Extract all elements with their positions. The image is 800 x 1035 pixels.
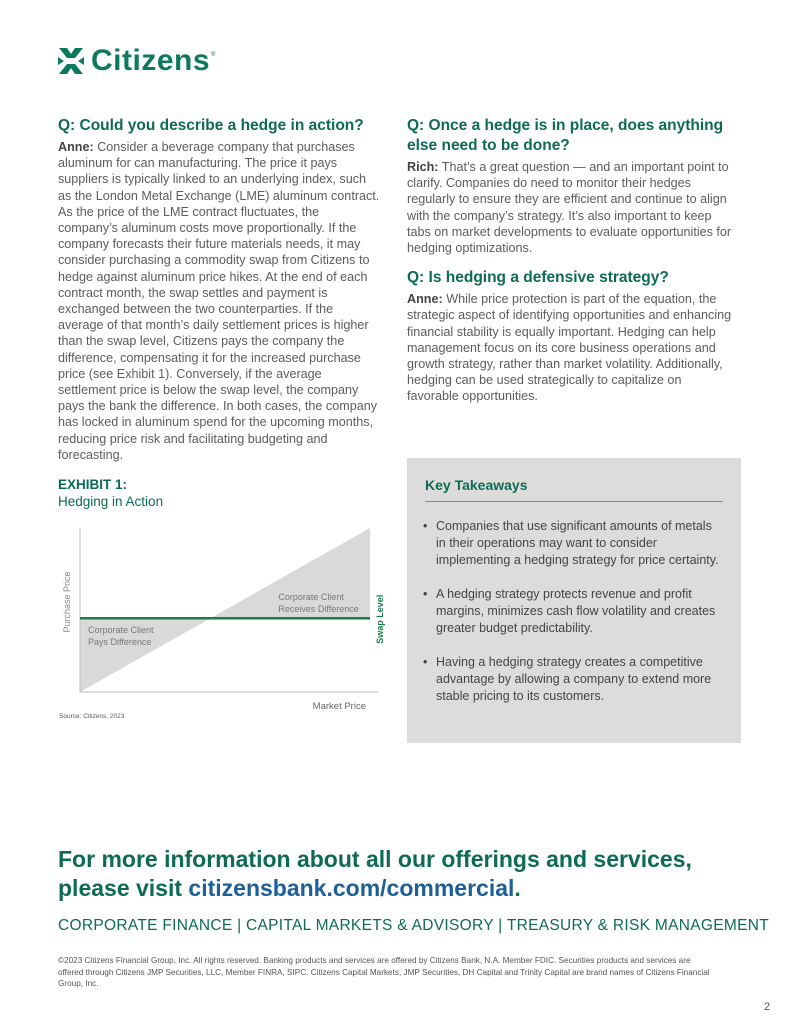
page-number: 2 xyxy=(764,1001,771,1013)
chart-region-label-pays: Corporate Client xyxy=(88,625,154,636)
exhibit-source: Source: Citizens, 2023 xyxy=(59,713,125,720)
exhibit-title: EXHIBIT 1: xyxy=(58,477,128,492)
chart-y-axis-label: Purchase Price xyxy=(62,571,72,633)
bullet-icon: • xyxy=(423,655,428,669)
speaker-name: Rich: xyxy=(407,160,439,174)
business-divisions: CORPORATE FINANCE | CAPITAL MARKETS & ADVISORY | TREASURY & RISK MANAGEMENT xyxy=(58,917,769,934)
right-column xyxy=(407,116,733,405)
hedging-chart xyxy=(58,522,398,727)
chart-x-axis-label: Market Price xyxy=(312,701,366,712)
chart-swap-level-label: Swap Level xyxy=(375,594,385,644)
chart-region-label-pays: Pays Difference xyxy=(88,637,152,648)
answer-text: That’s a great question — and an important point to clarify. Companies do need to monitor their hedges regularly to ensure they are efficient and continue to align with the company’s strategy. It’s also important to keep tabs on market developments to evaluate opportunities for hedging optimizations. xyxy=(407,160,732,256)
call-to-action xyxy=(58,845,758,903)
citizens-logo xyxy=(58,44,215,78)
bullet-icon: • xyxy=(423,587,428,601)
left-column xyxy=(58,116,380,463)
citizens-logo-icon xyxy=(58,47,84,75)
key-takeaways-list xyxy=(421,518,725,722)
bullet-icon: • xyxy=(423,519,428,533)
speaker-name: Anne: xyxy=(58,140,94,154)
chart-region-label-receives: Corporate Client xyxy=(278,592,344,603)
question-defensive-strategy: Q: Is hedging a defensive strategy? xyxy=(407,269,669,287)
key-takeaways-divider xyxy=(425,501,723,502)
question-hedge-in-action: Q: Could you describe a hedge in action? xyxy=(58,117,364,134)
cta-text: For more information about all our offerings and services, please visit xyxy=(58,846,692,901)
logo-wordmark: Citizens xyxy=(91,44,211,77)
key-takeaways-title: Key Takeaways xyxy=(425,477,528,493)
answer-after-hedge xyxy=(407,159,733,256)
logo-registered-mark: ® xyxy=(211,52,216,58)
answer-defensive-strategy xyxy=(407,291,733,404)
exhibit-subtitle: Hedging in Action xyxy=(58,494,164,509)
answer-hedge-in-action xyxy=(58,139,380,463)
speaker-name: Anne: xyxy=(407,292,443,307)
question-after-hedge: Q: Once a hedge is in place, does anything else need to be done? xyxy=(407,117,724,154)
takeaway-text: A hedging strategy protects revenue and profit margins, minimizes cash flow volatility and creates greater budget predictability. xyxy=(436,587,716,635)
takeaway-text: Having a hedging strategy creates a competitive advantage by allowing a company to extend more stable pricing to its customers. xyxy=(436,655,712,703)
list-item xyxy=(421,654,725,705)
website-link[interactable]: citizensbank.com/commercial xyxy=(188,875,515,901)
exhibit-heading xyxy=(58,476,163,510)
list-item xyxy=(421,518,725,569)
answer-text: Consider a beverage company that purchases aluminum for can manufacturing. The price it pays suppliers is typically linked to an underlying index, such as the London Metal Exchange (LME) aluminum contract. As the price of the LME contract fluctuates, the company’s aluminum costs move proportionally. If the company forecasts their future materials needs, it may consider purchasing a commodity swap from Citizens to hedge against aluminum price hikes. At the end of each contract month, the swap settles and payment is exchanged between the two counterparties. If the average of that month’s daily settlement prices is higher than the swap level, Citizens pays the company the difference, compensating it for the increased purchase price (see Exhibit 1). Conversely, if the average settlement price is below the swap level, the company pays the bank the difference. In both cases, the company has locked in aluminum spend for the upcoming months, reducing price risk and facilitating budgeting and forecasting. xyxy=(58,140,380,462)
key-takeaways-panel xyxy=(407,458,741,743)
answer-text: While price protection is part of the equation, the strategic aspect of identifying opportunities and enhancing financial stability is equally important. Hedging can help management focus on its core business operations and growth strategy, rather than market volatility. Additionally, hedging can be used strategically to capitalize on favorable opportunities. xyxy=(407,292,732,404)
chart-region-label-receives: Receives Difference xyxy=(278,604,359,615)
list-item xyxy=(421,586,725,637)
takeaway-text: Companies that use significant amounts of metals in their operations may want to consider implementing a hedging strategy for price certainty. xyxy=(436,519,719,567)
legal-disclaimer: ©2023 Citizens Financial Group, Inc. All rights reserved. Banking products and services are offered by Citizens Bank, N.A. Member FDIC. Securities products and services are offered through Citizens JMP Securities, LLC, Member FINRA, SIPC. Citizens Capital Markets, JMP Securities, DH Capital and Trinity Capital are brand names of Citizens Financial Group, Inc. xyxy=(58,956,710,988)
cta-period: . xyxy=(514,875,521,901)
